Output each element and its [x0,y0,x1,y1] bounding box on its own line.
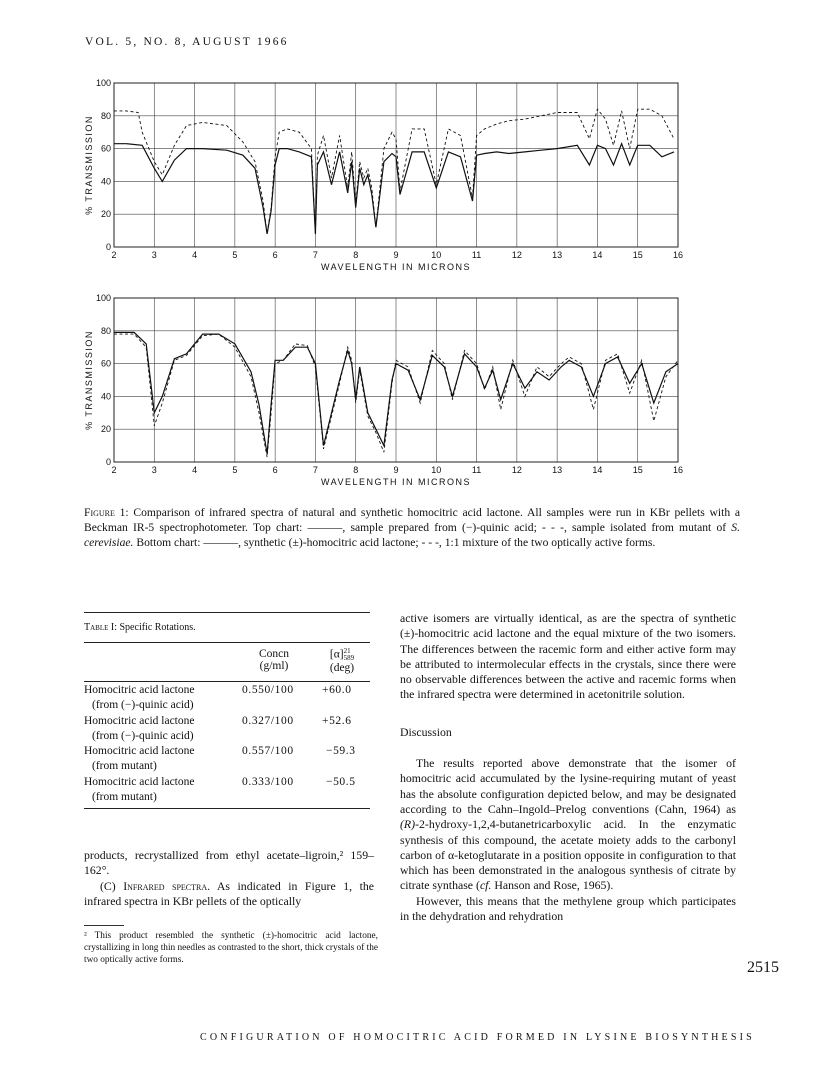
col-header-rotation [318,648,366,674]
caption-text-2: Bottom chart: ———, synthetic (±)-homocitric acid lactone; - - -, 1:1 mixture of the two optically active forms. [133,536,656,550]
table-top-rule [84,612,370,613]
row-source: (from (−)-quinic acid) [92,729,194,742]
y-tick-label: 20 [100,209,111,220]
x-tick-label: 7 [312,465,318,475]
x-tick-label: 5 [232,465,238,475]
footnote: ² This product resembled the synthetic (±)-homocitric acid lactone, crystallizing in long thin needles as contrasted to the short, thick crystals of the two optically active forms. [84,931,378,966]
y-tick-label: 20 [100,424,111,435]
x-tick-label: 4 [192,250,198,260]
x-tick-label: 10 [431,250,442,260]
x-tick-label: 5 [232,250,238,260]
row-rotation: −59.3 [326,745,356,757]
table-row [84,715,374,746]
p2-r-config: (R) [400,817,416,832]
x-tick-label: 6 [272,465,278,475]
col-concn-line1: Concn [258,648,290,660]
table-row [84,776,374,807]
series-solid [114,144,674,234]
caption-text-1: Comparison of infrared spectra of natural and synthetic homocitric acid lactone. All samples were run in KBr pellets with a Beckman IR-5 spectrophotometer. Top chart: ———, sample prepared from (−)-quinic acid; - - -, sample isolated from mutant of [84,506,740,535]
y-tick-label: 0 [105,457,111,467]
row-concn: 0.327/100 [242,714,294,727]
table-row [84,745,374,776]
row-name: Homocitric acid lactone [84,714,195,727]
x-tick-label: 8 [353,250,359,260]
x-tick-label: 3 [151,465,157,475]
p2-part-c: Hanson and Rose, 1965). [491,878,614,893]
row-name: Homocitric acid lactone [84,745,195,757]
table-rule-3 [84,681,370,682]
y-axis-title: % TRANSMISSION [84,330,94,430]
right-column-text [400,611,736,924]
col-rot-line2: (deg) [329,662,355,674]
x-tick-label: 8 [353,465,359,475]
table-label: Table I: [84,622,117,633]
x-tick-label: 16 [672,465,684,475]
p2-part-b: -2-hydroxy-1,2,4-butanetricarboxylic acid. In the enzymatic synthesis of this compound, the acetate moiety adds to the carbonyl carbon of α-ketoglutarate in a position opposite in configuration to that which has been demonstrated in the analogous synthesis of citrate by citrate synthase ( [400,817,736,893]
x-tick-label: 9 [393,250,399,260]
x-tick-label: 6 [272,250,278,260]
row-concn: 0.333/100 [242,775,294,788]
col-rot-sub: 589 [343,654,355,662]
p2-cf: cf. [479,878,492,893]
left-paragraph-1: products, recrystallized from ethyl acetate–ligroin,² 159–162°. [84,848,374,878]
running-header: VOL. 5, NO. 8, AUGUST 1966 [85,36,289,48]
y-axis-title: % TRANSMISSION [84,115,94,215]
right-paragraph-3: However, this means that the methylene group which participates in the dehydration and rehydration [400,893,736,924]
row-name: Homocitric acid lactone [84,775,195,788]
row-concn: 0.557/100 [242,745,294,757]
table-row [84,684,374,715]
left-paragraph-2 [84,879,374,910]
footnote-rule [84,925,124,926]
y-tick-label: 80 [100,110,111,121]
x-tick-label: 4 [192,465,198,475]
ir-chart-top [80,75,690,285]
x-tick-label: 14 [592,465,603,475]
table-body [84,684,374,806]
discussion-heading: Discussion [400,724,452,739]
x-tick-label: 12 [511,465,522,475]
x-axis-title: WAVELENGTH IN MICRONS [320,262,472,272]
y-tick-label: 0 [105,242,111,252]
x-tick-label: 16 [672,250,684,260]
y-tick-label: 100 [95,293,111,303]
row-name: Homocitric acid lactone [84,684,195,696]
row-concn: 0.550/100 [242,684,294,696]
table-bottom-rule [84,808,370,809]
col-rot-sup: 21 [343,647,351,655]
table-title [84,622,196,633]
figure-label: Figure 1: [84,506,129,519]
x-tick-label: 2 [111,465,117,475]
page-number: 2515 [747,959,779,976]
x-tick-label: 11 [471,465,482,475]
col-rot-line1 [318,648,366,662]
x-tick-label: 13 [552,250,563,260]
row-source: (from mutant) [92,760,157,772]
x-tick-label: 7 [312,250,318,260]
x-tick-label: 13 [552,465,563,475]
row-rotation: +60.0 [322,684,352,696]
col-rot-symbol: [α] [329,648,344,661]
x-tick-label: 12 [511,250,522,260]
y-tick-label: 60 [100,143,111,154]
figure-caption [84,505,740,551]
x-tick-label: 11 [471,250,482,260]
right-paragraph-1: active isomers are virtually identical, as are the spectra of synthetic (±)-homocitric acid lactone and the equal mixture of the two isomers. The differences between the racemic form and either active form may be attributed to intermolecular effects in the crystals, since there were no observable differences between the active and racemic forms when the infrared spectra were determined in acetonitrile solution. [400,611,736,702]
y-tick-label: 100 [95,78,111,88]
x-tick-label: 3 [151,250,157,260]
ir-chart-bottom [80,290,690,500]
x-axis-title: WAVELENGTH IN MICRONS [320,477,472,487]
x-tick-label: 10 [431,465,442,475]
x-tick-label: 15 [632,250,643,260]
left-column-text [84,848,374,909]
row-rotation: +52.6 [322,714,352,727]
x-tick-label: 9 [393,465,399,475]
row-rotation: −50.5 [326,775,356,788]
y-tick-label: 80 [100,325,111,336]
series-dashed [114,109,674,234]
running-footer: CONFIGURATION OF HOMOCITRIC ACID FORMED IN LYSINE BIOSYNTHESIS [200,1032,755,1043]
x-tick-label: 15 [632,465,643,475]
col-header-concn [238,648,310,672]
y-tick-label: 40 [100,391,111,402]
x-tick-label: 14 [592,250,603,260]
x-tick-label: 2 [111,250,117,260]
col-concn-line2: (g/ml) [259,660,289,672]
right-paragraph-2 [400,756,736,894]
p2-part-a: The results reported above demonstrate that the isomer of homocitric acid accumulated by the lysine-requiring mutant of yeast has the absolute configuration depicted below, and may be designated according to the Cahn–Ingold–Prelog conventions (Cahn, 1964) as [400,756,736,816]
y-tick-label: 60 [100,358,111,369]
row-source: (from mutant) [92,790,157,803]
left-paragraph-2-text: As indicated in Figure 1, the infrared spectra in KBr pellets of the optically [84,878,374,908]
caption-species: S. cerevisiae. [84,521,740,550]
table-title-text: Specific Rotations. [117,622,196,633]
table-rule-2 [84,642,370,643]
row-source: (from (−)-quinic acid) [92,699,194,711]
section-head-infrared: (C) Infrared spectra. [100,878,211,893]
y-tick-label: 40 [100,176,111,187]
